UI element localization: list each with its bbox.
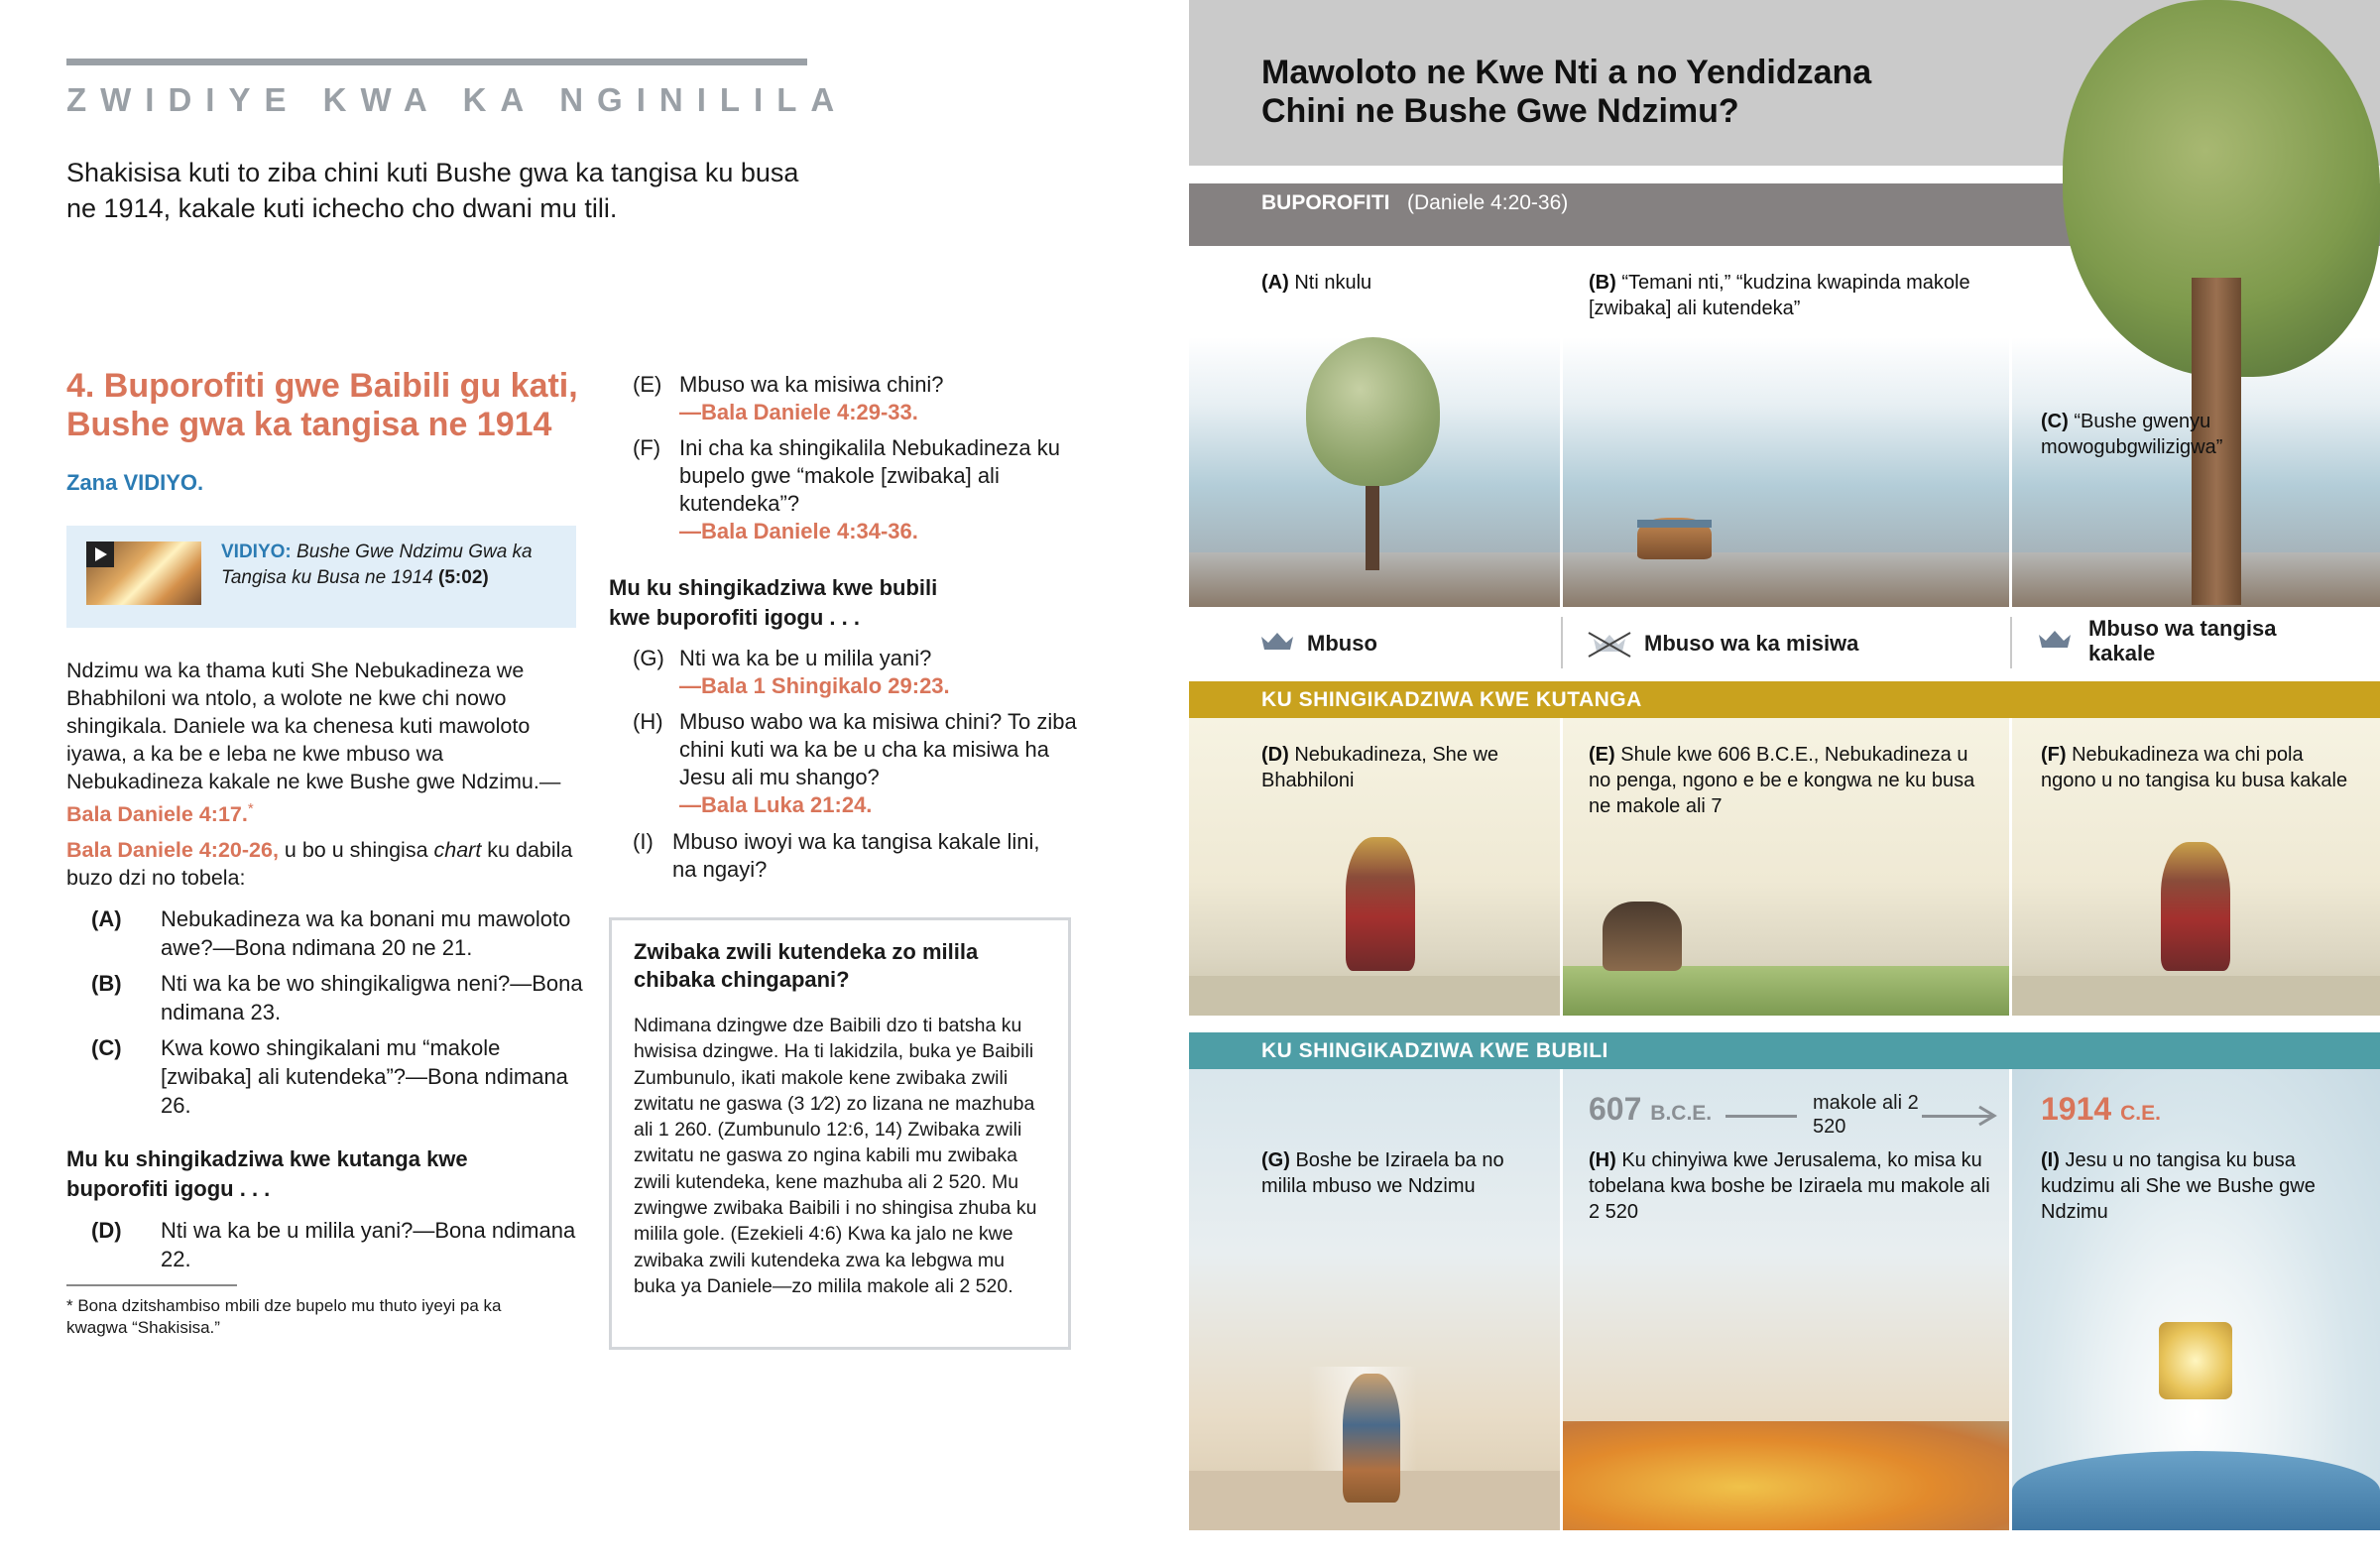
question-text: Nebukadineza wa ka bonani mu mawoloto awe?—Bona ndimana 20 ne 21.	[161, 906, 571, 960]
year-value: 607	[1589, 1091, 1642, 1127]
panel-i-caption	[2041, 1147, 2338, 1225]
panel-label: (D)	[1261, 744, 1289, 766]
panel-label: (E)	[1589, 744, 1615, 766]
illustration-kings-of-israel	[1189, 1069, 1560, 1530]
panel-a-caption	[1261, 270, 1549, 296]
illustration-tree-stump	[1563, 337, 2009, 607]
panel-d-caption	[1261, 742, 1549, 793]
question-label: (E)	[633, 372, 662, 397]
video-card[interactable]	[66, 526, 576, 628]
paragraph-1	[66, 657, 582, 828]
play-icon[interactable]	[86, 542, 114, 567]
second-fulfillment-band: KU SHINGIKADZIWA KWE BUBILI	[1189, 1032, 2380, 1069]
question-text: Nti wa ka be u milila yani?—Bona ndimana 22.	[161, 1218, 576, 1271]
ground	[1189, 976, 1560, 1016]
question-text: Nti wa ka be wo shingikaligwa neni?—Bona ndimana 23.	[161, 971, 583, 1024]
crown-icon	[2037, 629, 2073, 651]
era: C.E.	[2120, 1102, 2161, 1125]
paragraph-2-text-end: ku dabila buzo dzi no tobela:	[66, 838, 573, 890]
footnote-marker[interactable]: *	[247, 800, 254, 817]
panel-text: Nebukadineza wa chi pola ngono u no tangisa ku busa kakale	[2041, 744, 2348, 791]
section-kicker: ZWIDIYE KWA KA NGINILILA	[66, 81, 849, 118]
sidebar-box-title: Zwibaka zwili kutendeka zo milila chibaka chingapani?	[634, 939, 979, 992]
crouching-figure	[1603, 902, 1682, 971]
prophecy-heading	[1261, 191, 1568, 215]
prophecy-ref: (Daniele 4:20-36)	[1407, 191, 1569, 214]
question-text: Mbuso iwoyi wa ka tangisa kakale lini, na ngayi?	[672, 829, 1040, 882]
king-figure	[2161, 842, 2230, 971]
question-label: (C)	[91, 1035, 122, 1060]
panel-b-caption	[1589, 270, 2005, 321]
chart-word: chart	[433, 838, 482, 862]
year-1914	[2041, 1091, 2161, 1128]
panel-label: (G)	[1261, 1149, 1290, 1171]
status-divider	[2010, 617, 2012, 668]
crossed-crown-icon	[1585, 629, 1634, 659]
timeline-span: makole ali 2 520	[1813, 1092, 1919, 1138]
panel-text: Jesu u no tangisa ku busa kudzimu ali She we Bushe gwe Ndzimu	[2041, 1149, 2316, 1223]
panel-label: (B)	[1589, 272, 1616, 294]
king-on-throne	[1343, 1374, 1400, 1503]
video-duration: (5:02)	[438, 567, 489, 588]
year-value: 1914	[2041, 1091, 2112, 1127]
panel-text: “Temani nti,” “kudzina kwapinda makole [zwibaka] ali kutendeka”	[1589, 272, 1970, 319]
illustration-heavenly-throne	[2012, 1069, 2380, 1530]
intro-text: Shakisisa kuti to ziba chini kuti Bushe gwa ka tangisa ku busa ne 1914, kakale kuti ichecho cho dwani mu tili.	[66, 158, 799, 223]
status-kingdom: Mbuso	[1307, 631, 1377, 656]
illustration-jerusalem-destroyed	[1563, 1069, 2009, 1530]
question-text: Mbuso wabo wa ka misiwa chini? To ziba chini kuti wa ka be u cha ka misiwa ha Jesu ali mu shango?	[679, 709, 1077, 789]
footnote: * Bona dzitshambiso mbili dze bupelo mu thuto iyeyi pa ka kwagwa “Shakisisa.”	[66, 1296, 502, 1337]
panel-label: (H)	[1589, 1149, 1616, 1171]
paragraph-2	[66, 836, 582, 892]
panel-h-caption	[1589, 1147, 1995, 1225]
panel-c-caption	[2041, 409, 2269, 460]
scripture-ref[interactable]: Bala Daniele 4:17.	[66, 802, 248, 827]
sidebar-box	[609, 917, 1071, 1350]
zana-video-link[interactable]: Zana VIDIYO.	[66, 470, 204, 495]
panel-text: Ku chinyiwa kwe Jerusalema, ko misa ku tobelana kwa boshe be Iziraela mu makole ali 2 520	[1589, 1149, 1990, 1223]
question-label: (B)	[91, 971, 122, 996]
question-label: (A)	[91, 906, 122, 931]
panel-text: Nti nkulu	[1294, 272, 1372, 294]
scripture-ref[interactable]: —Bala Luka 21:24.	[679, 792, 873, 817]
timeline-line	[1726, 1115, 1797, 1118]
first-fulfillment-band: KU SHINGIKADZIWA KWE KUTANGA	[1189, 681, 2380, 718]
year-607	[1589, 1091, 1712, 1128]
paragraph-1-text: Ndzimu wa ka thama kuti She Nebukadineza we Bhabhiloni wa ntolo, a wolote ne kwe chi nowo shingikala. Daniele wa ka chenesa kuti mawoloto iyawa, a ka be e leba ne kwe mbuso wa Nebukadineza kakale ne kwe Bushe gwe Ndzimu.—	[66, 659, 561, 793]
question-text: Nti wa ka be u milila yani?	[679, 646, 932, 670]
video-label: VIDIYO:	[221, 542, 292, 562]
ground	[1563, 552, 2009, 607]
panel-g-caption	[1261, 1147, 1549, 1199]
panel-divider	[1561, 1069, 1563, 1530]
stump-band	[1637, 520, 1712, 528]
golden-throne	[2159, 1322, 2232, 1399]
question-label: (D)	[91, 1218, 122, 1243]
earth	[2012, 1451, 2380, 1530]
panel-label: (F)	[2041, 744, 2067, 766]
panel-e-caption	[1589, 742, 1995, 819]
crown-icon	[1259, 631, 1295, 653]
video-thumbnail[interactable]	[86, 542, 201, 605]
scripture-ref[interactable]: —Bala Daniele 4:29-33.	[679, 400, 918, 424]
question-label: (G)	[633, 646, 664, 670]
video-caption	[221, 540, 558, 591]
question-text: Mbuso wa ka misiwa chini?	[679, 372, 944, 397]
paragraph-2-text: u bo u shingisa	[278, 838, 434, 862]
panel-text: Boshe be Iziraela ba no milila mbuso we Ndzimu	[1261, 1149, 1504, 1197]
question-text: Kwa kowo shingikalani mu “makole [zwibaka] ali kutendeka”?—Bona ndimana 26.	[161, 1035, 568, 1118]
status-divider	[1561, 617, 1563, 668]
chart-title: Mawoloto ne Kwe Nti a no Yendidzana Chini ne Bushe Gwe Ndzimu?	[1261, 54, 1872, 130]
panel-f-caption	[2041, 742, 2358, 793]
sidebar-box-text: Ndimana dzingwe dze Baibili dzo ti batsha ku hwisisa dzingwe. Ha ti lakidzila, buka ye Baibili Zumbunulo, ikati makole kene zwibaka zwili zwitatu ne gaswa (3 1⁄2) zo lizana ne mazhuba ali 1 260. (Zumbunulo 12:6, 14) Zwibaka zwili zwitatu ne gaswa zo ngina kabili mu zwibaka zwili kutendeka, kene mazhuba ali 2 520. Mu zwingwe zwibaka Baibili i no shingisa zhuba ku milila gole. (Ezekieli 4:6) Kwa ka jalo ne kwe zwibaka zwili kutendeka zwa ka lebgwa mu buka ya Daniele—zo milila makole ali 2 520.	[634, 1015, 1037, 1297]
question-4-heading: 4. Buporofiti gwe Baibili gu kati, Bushe gwa ka tangisa ne 1914	[66, 367, 578, 443]
scripture-ref[interactable]: —Bala Daniele 4:34-36.	[679, 519, 918, 543]
status-kingdom-restored: Mbuso wa tangisa kakale	[2088, 616, 2277, 665]
question-label: (H)	[633, 709, 663, 734]
question-label: (F)	[633, 435, 661, 460]
panel-label: (C)	[2041, 411, 2069, 432]
prophecy-label: BUPOROFITI	[1261, 191, 1390, 214]
subheading-first-fulfillment: Mu ku shingikadziwa kwe kutanga kwe buporofiti igogu . . .	[66, 1146, 468, 1201]
fire	[1563, 1421, 2009, 1530]
footnote-rule	[66, 1284, 237, 1286]
panel-label: (I)	[2041, 1149, 2060, 1171]
king-figure	[1346, 837, 1415, 971]
panel-divider	[2010, 1069, 2012, 1530]
subheading-second-fulfillment: Mu ku shingikadziwa kwe bubili kwe buporofiti igogu . . .	[609, 575, 938, 630]
scripture-ref[interactable]: —Bala 1 Shingikalo 29:23.	[679, 673, 950, 698]
arrow-right-icon	[1977, 1105, 1997, 1127]
grass	[1563, 966, 2009, 1016]
question-label: (I)	[633, 829, 654, 854]
scripture-ref[interactable]: Bala Daniele 4:20-26,	[66, 838, 279, 862]
tree-crown	[1306, 337, 1440, 486]
video-title[interactable]: Bushe Gwe Ndzimu Gwa ka Tangisa ku Busa ne 1914	[221, 542, 533, 588]
ground	[2012, 976, 2380, 1016]
panel-text: “Bushe gwenyu mowogubgwilizigwa”	[2041, 411, 2223, 458]
panel-label: (A)	[1261, 272, 1289, 294]
panel-text: Shule kwe 606 B.C.E., Nebukadineza u no penga, ngono e be e kongwa ne ku busa ne makole ali 7	[1589, 744, 1975, 817]
era: B.C.E.	[1650, 1102, 1713, 1125]
top-rule	[66, 59, 807, 65]
illustration-large-tree	[1189, 337, 1560, 607]
question-text: Ini cha ka shingikalila Nebukadineza ku bupelo gwe “makole [zwibaka] ali kutendeka”?	[679, 435, 1061, 516]
status-kingdom-removed: Mbuso wa ka misiwa	[1644, 631, 1859, 656]
panel-text: Nebukadineza, She we Bhabhiloni	[1261, 744, 1499, 791]
